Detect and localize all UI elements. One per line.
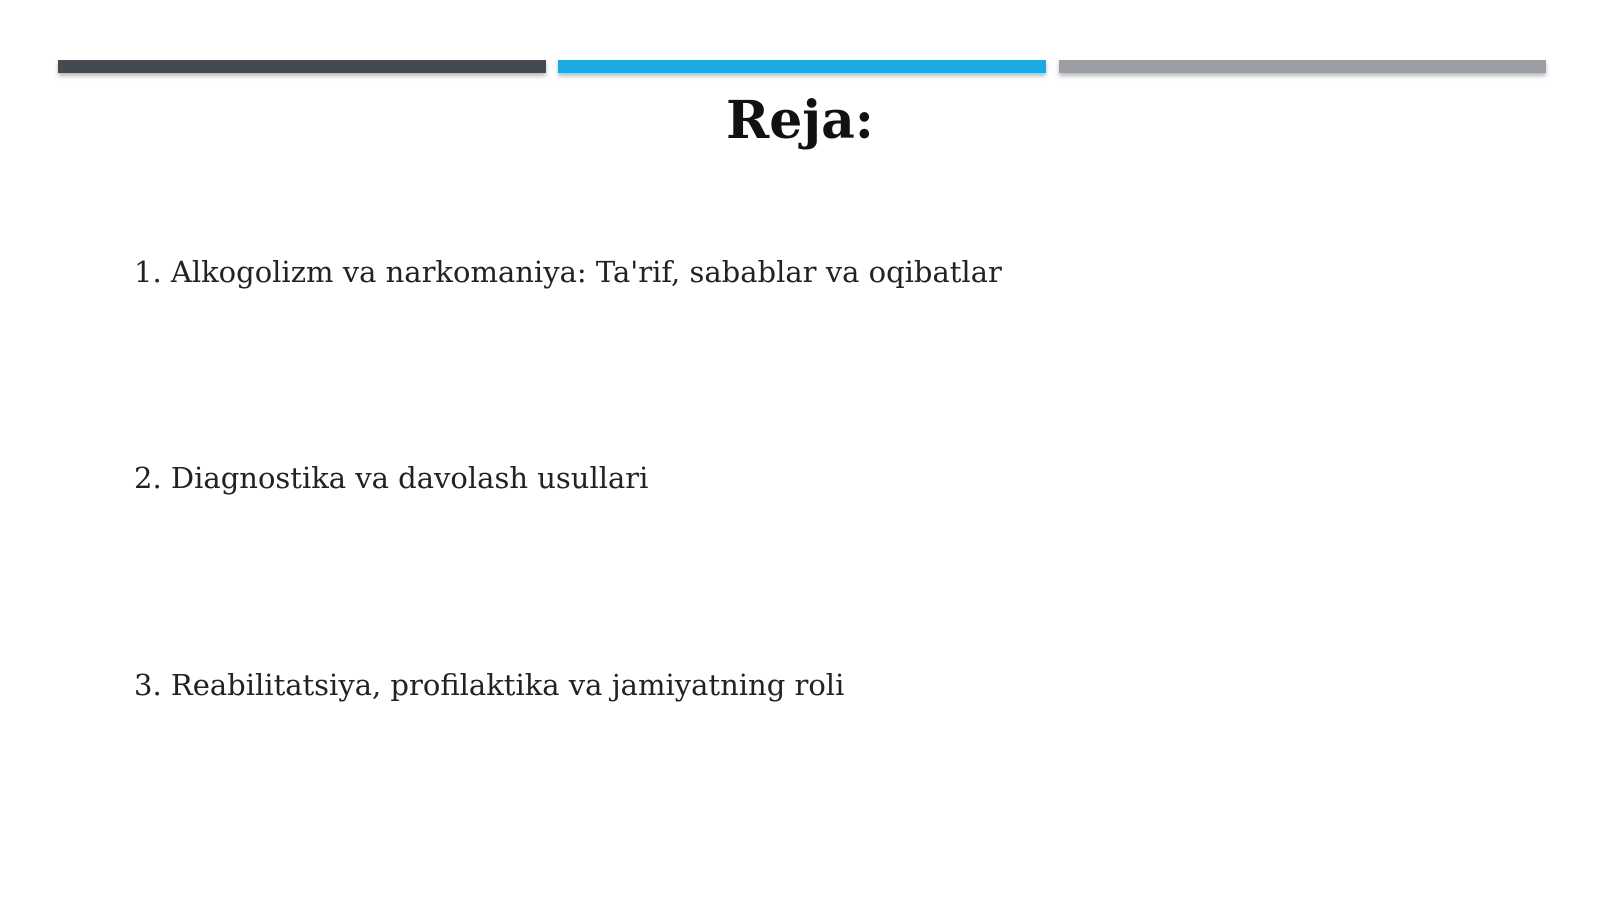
agenda-item-2: 2. Diagnostika va davolash usullari [134,461,649,495]
agenda-item-1: 1. Alkogolizm va narkomaniya: Ta'rif, sabablar va oqibatlar [134,255,1002,289]
agenda-item-3: 3. Reabilitatsiya, profilaktika va jamiyatning roli [134,668,845,702]
dark-gray-accent-bar [58,60,546,73]
light-gray-accent-bar [1059,60,1546,73]
blue-accent-bar [558,60,1046,73]
accent-bar-group [58,60,1546,74]
slide-title: Reja: [725,90,874,151]
